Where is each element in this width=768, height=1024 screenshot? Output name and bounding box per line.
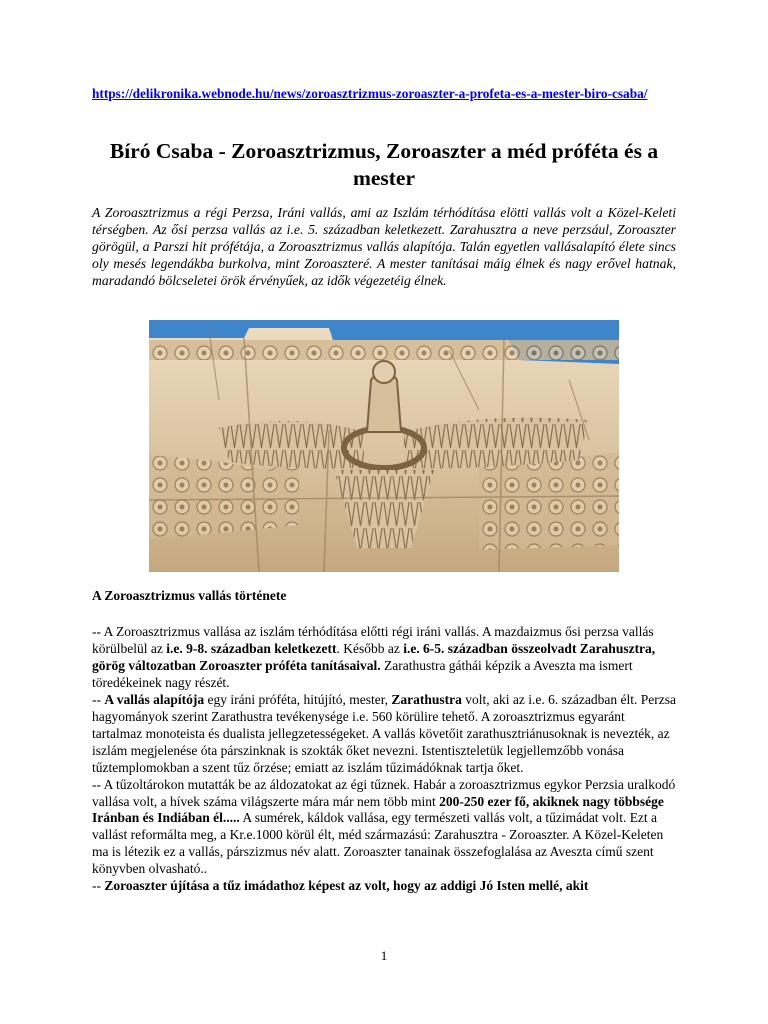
faravahar-relief-image (149, 320, 619, 572)
body-paragraph (92, 692, 676, 777)
text-run: -- (92, 691, 105, 707)
text-run: A sumérek, káldok vallása, egy természeti vallás volt, a tűzimádat volt. Ezt a vallást reformálta meg, a Kr.e.1000 körül élt, méd származású: Zarahusztra - Zoroaszter. A Közel-Keleten ma is létezik ez a vallás, párszizmus név alatt. Zoroaszter tanainak összefoglalása az Aveszta című szent könyvben olvasható.. (92, 810, 664, 877)
figure-head (373, 361, 395, 383)
text-run: -- (92, 878, 105, 894)
text-run: egy iráni próféta, hitújító, mester, (204, 691, 392, 707)
bold-run: Zoroaszter újítása a tűz imádathoz képest az volt, hogy az addigi Jó Isten mellé, akit (104, 878, 589, 894)
section-heading: A Zoroasztrizmus vallás története (92, 588, 287, 603)
page-number: 1 (380, 948, 388, 963)
bold-run: A vallás alapítója (104, 691, 205, 707)
source-url-link[interactable]: https://delikronika.webnode.hu/news/zoroasztrizmus-zoroaszter-a-profeta-es-a-mester-biro-csaba/ (92, 86, 648, 101)
bold-run: 200-250 ezer fő, akiknek nagy többsége Iránban és Indiában él..... (92, 793, 664, 826)
history-body (92, 624, 676, 895)
bold-run: i.e. 6-5. században összeolvadt Zarahusztra, görög változatban Zoroaszter próféta tanításaival. (92, 640, 656, 673)
document-title: Bíró Csaba - Zoroasztrizmus, Zoroaszter a méd próféta és a mester (109, 139, 659, 190)
text-run: -- A tűzoltárokon mutatták be az áldozatokat az égi tűznek. Habár a zoroasztrizmus egykor Perzsia uralkodó vallása volt, a hívek száma világszerte mára már nem több mint (92, 776, 676, 809)
bold-run: Zarathustra (391, 691, 462, 707)
body-paragraph (92, 777, 676, 879)
text-run: -- A Zoroasztrizmus vallása az iszlám térhódítása előtti régi iráni vallás. A mazdaizmus ősi perzsa vallás körülbelül az (92, 624, 654, 656)
text-run: volt, aki az i.e. 6. században élt. Perzsa hagyományok szerint Zarathustra tevékenysége i.e. 560 körülire tehető. A zoroasztrizmus egyaránt tartalmaz monoteista és dualista jellegzetességeket. A vallás követőit zarathusztriánusoknak is nevezték, az iszlám megjelenése óta párszinknak is szokták őket nevezni. Istentiszteletük legjellemzőbb vonása tűztemplomokban a szent tűz őrzése; emiatt az iszlám tűzimádóknak tartja őket. (92, 691, 676, 775)
intro-paragraph: A Zoroasztrizmus a régi Perzsa, Iráni vallás, ami az Iszlám térhódítása elötti vallás volt a Közel-Keleti térségben. Az ősi perzsa vallás az i.e. 5. században keletkezett. Zarahusztra a neve perzsául, Zoroaszter görögül, a Parszi hit prófétája, a Zoroasztrizmus vallás alapítója. Talán egyetlen vallásalapító élete sincs oly mesés legendákba burkolva, mint Zoroaszteré. A mester tanításai máig élnek és nagy erővel hatnak, maradandó bölcseletei örök érvényűek, az idők végezetéig élnek. (92, 205, 676, 288)
body-paragraph (92, 878, 676, 895)
text-run: . Később az (336, 640, 404, 656)
text-run: Zarathustra gáthái képzik a Aveszta ma ismert töredékeinek nagy részét. (92, 657, 633, 690)
body-paragraph (92, 624, 676, 692)
bold-run: i.e. 9-8. században keletkezett (166, 640, 337, 656)
